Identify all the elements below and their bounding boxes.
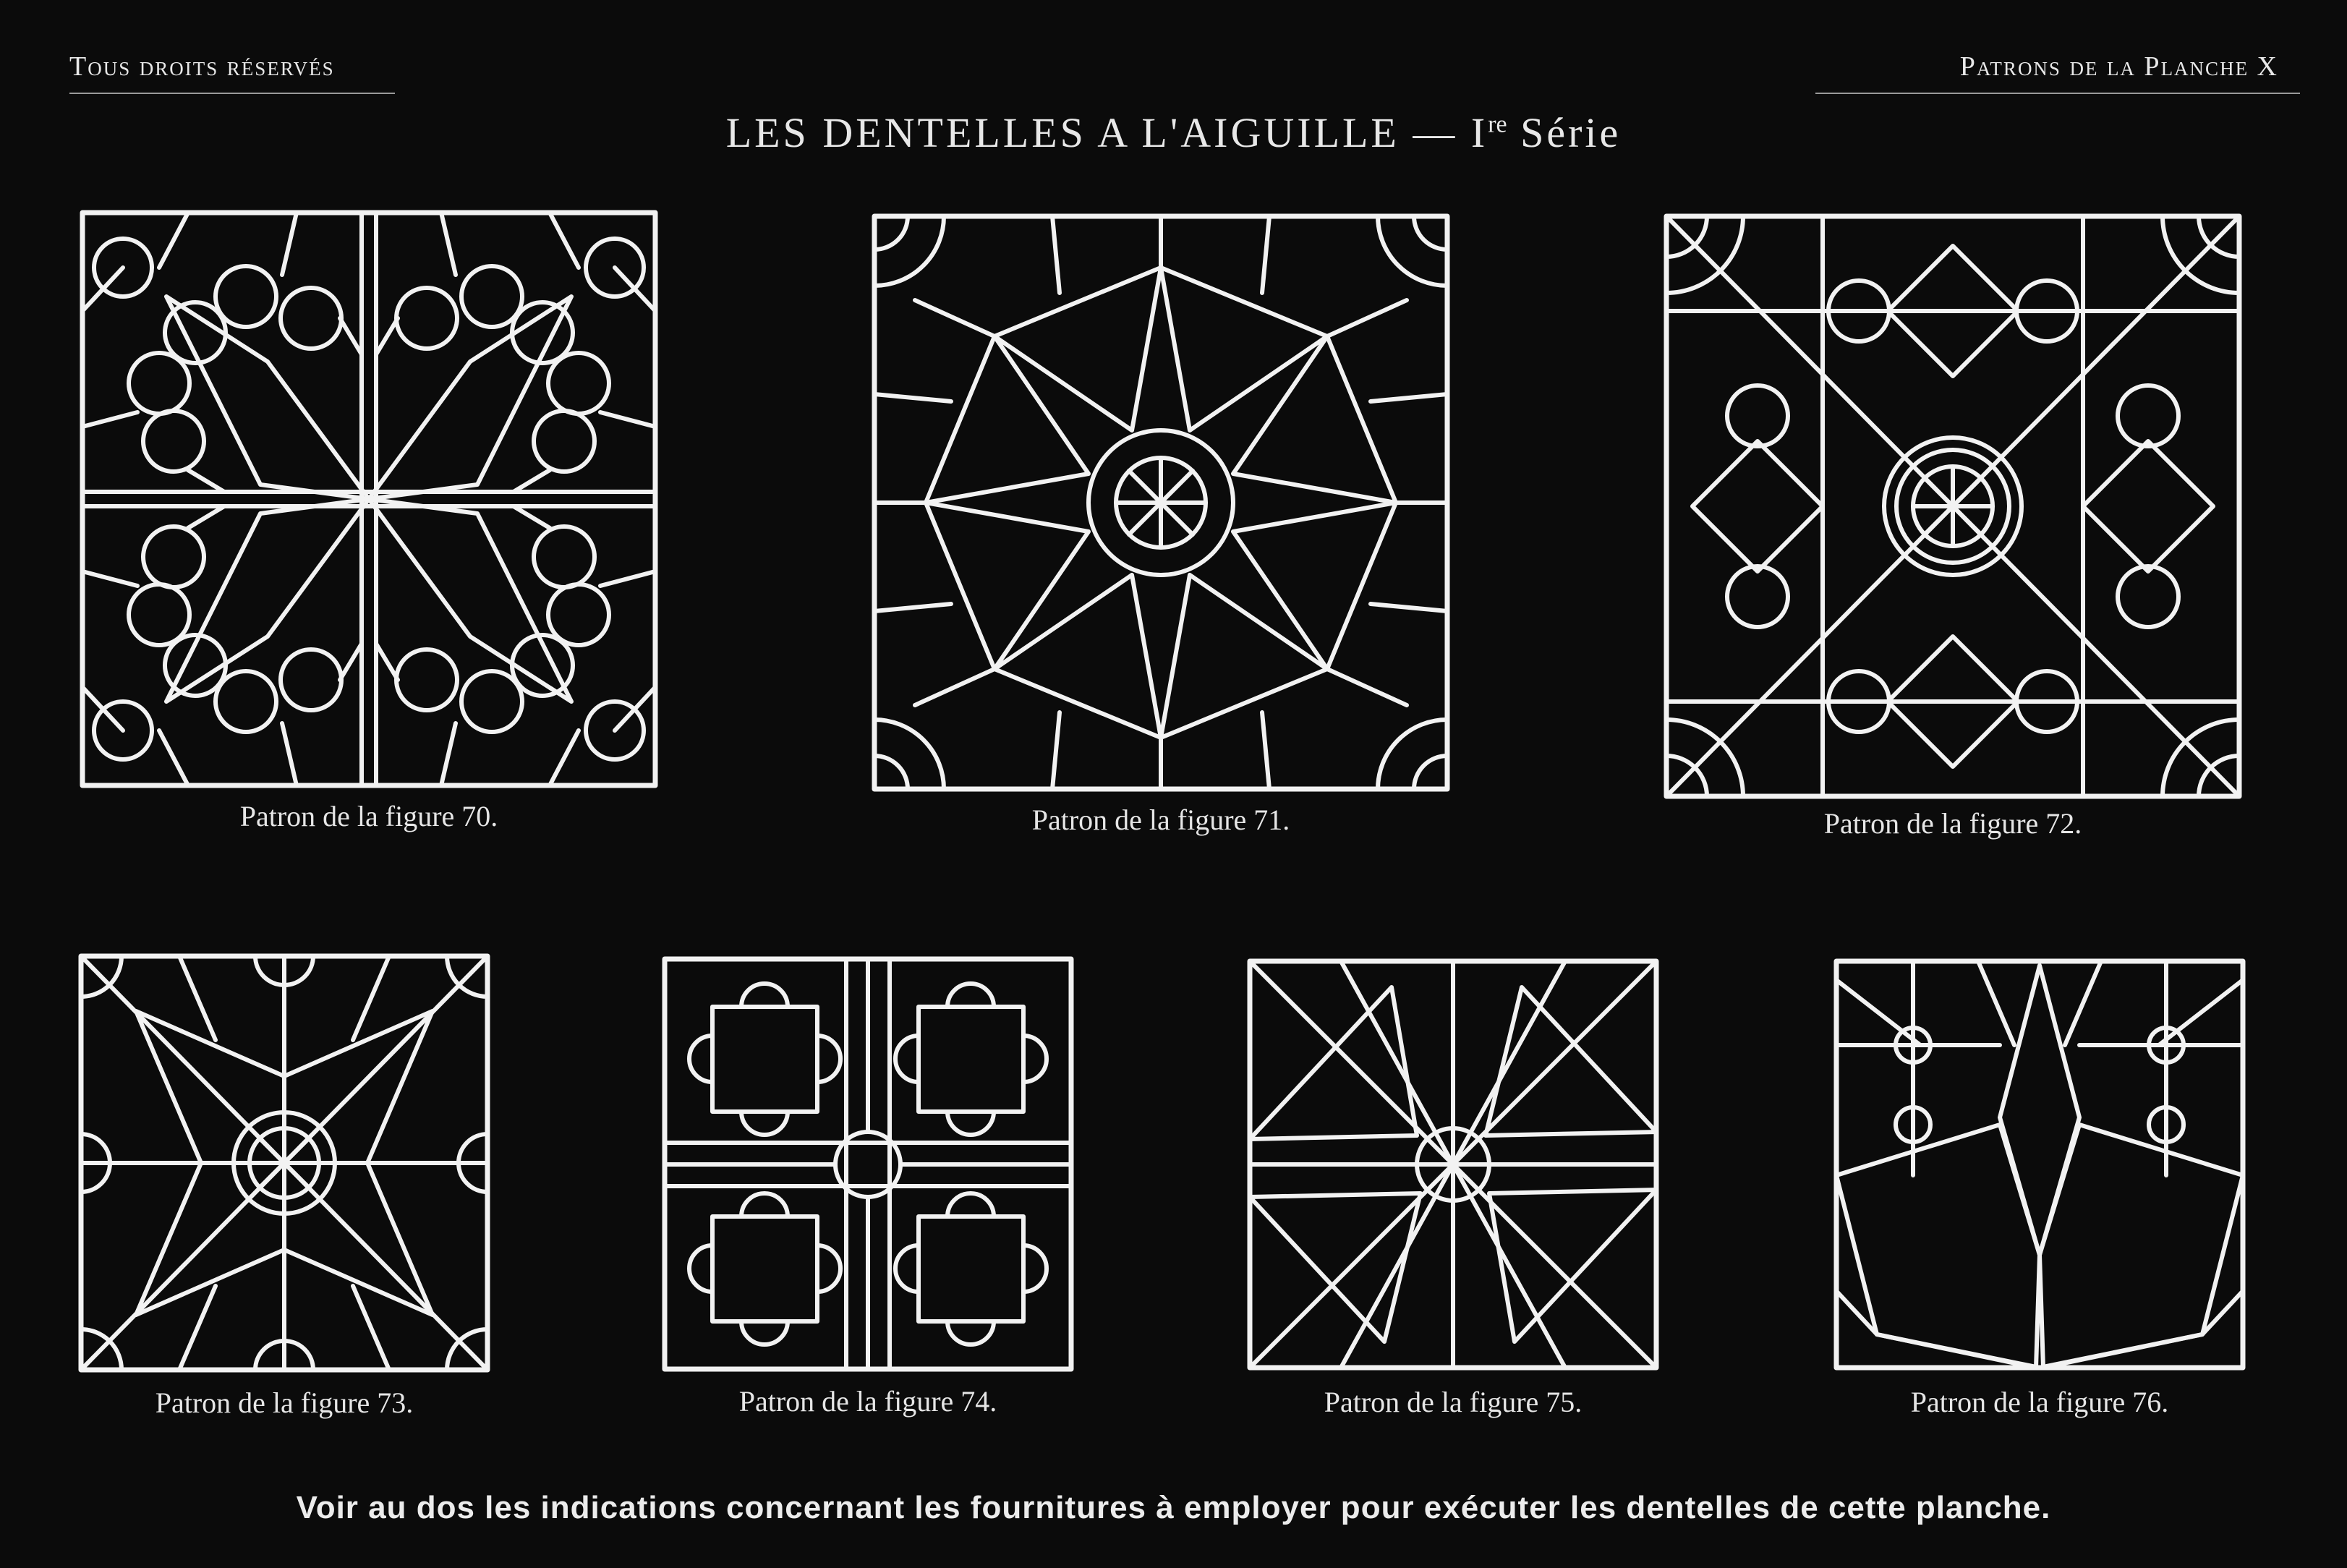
pattern-74-drawing xyxy=(662,956,1074,1372)
pattern-71-drawing xyxy=(872,213,1450,792)
caption-figure-76: Patron de la figure 76. xyxy=(1910,1386,2169,1418)
pattern-72-drawing xyxy=(1664,213,2242,799)
caption-figure-73: Patron de la figure 73. xyxy=(155,1386,414,1419)
pattern-70-drawing xyxy=(80,210,658,788)
caption-figure-72: Patron de la figure 72. xyxy=(1823,807,2082,840)
caption-figure-75: Patron de la figure 75. xyxy=(1324,1386,1583,1418)
page-title xyxy=(0,108,2347,157)
caption-figure-71: Patron de la figure 71. xyxy=(1031,804,1290,836)
rights-notice: Tous droits réservés xyxy=(69,51,395,94)
pattern-73-drawing xyxy=(78,953,490,1373)
caption-figure-70: Patron de la figure 70. xyxy=(239,800,498,832)
pattern-76-drawing xyxy=(1833,958,2246,1371)
title-main: LES DENTELLES A L'AIGUILLE — xyxy=(725,109,1458,156)
caption-figure-74: Patron de la figure 74. xyxy=(738,1385,997,1418)
title-series: Série xyxy=(1520,109,1622,156)
plate-heading: Patrons de la Planche X xyxy=(1815,51,2300,94)
title-ordinal-sup: re xyxy=(1488,111,1507,138)
title-ordinal: I xyxy=(1470,109,1488,156)
footer-note: Voir au dos les indications concernant les fournitures à employer pour exécuter les dentelles de cette planche. xyxy=(296,1490,2051,1525)
pattern-75-drawing xyxy=(1247,958,1659,1371)
